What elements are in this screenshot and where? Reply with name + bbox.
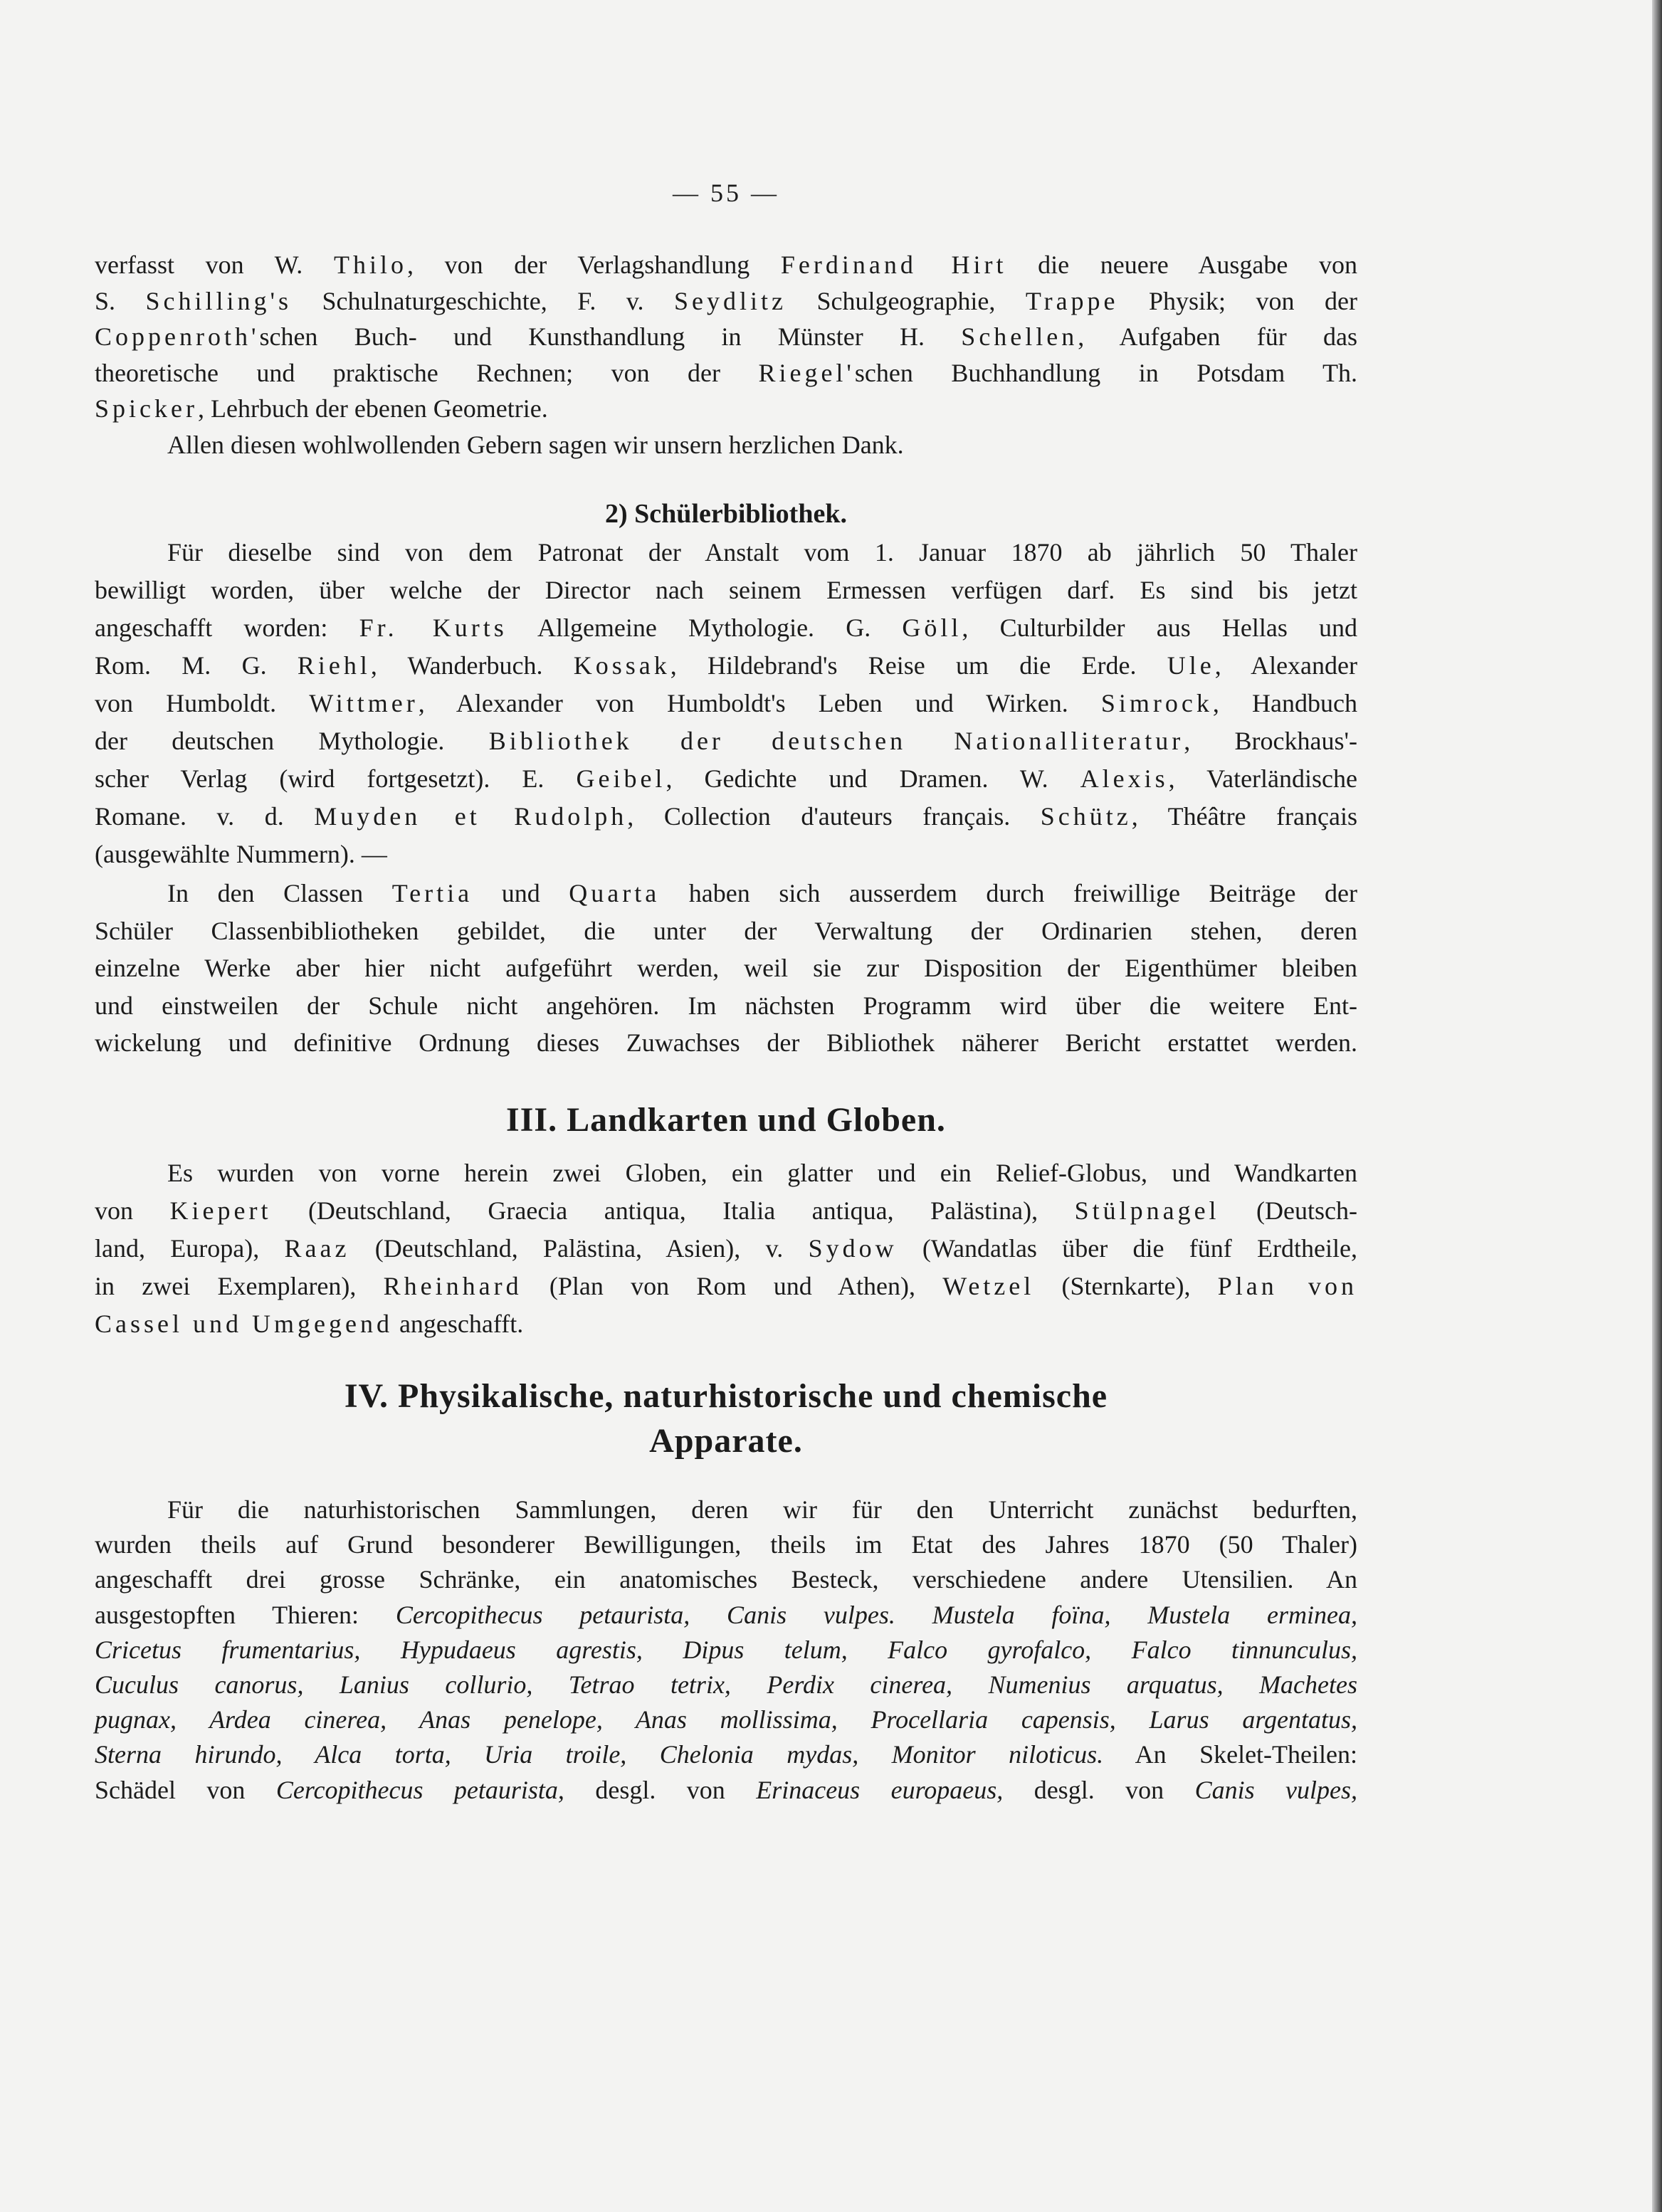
text-line bbox=[95, 949, 1357, 987]
text-segment: einzelne Werke aber hier nicht aufgeführt werden, weil sie zur Disposition der Eigenthümer bleiben bbox=[95, 954, 1357, 982]
text-segment: desgl. von bbox=[564, 1775, 757, 1804]
text-line bbox=[95, 427, 1357, 463]
text-line bbox=[95, 1668, 1357, 1702]
italic-text: Sterna hirundo, Alca torta, Uria troile, Chelonia mydas, Monitor niloticus. bbox=[95, 1740, 1104, 1769]
text-segment: , Alexander bbox=[1214, 651, 1357, 680]
text-segment: der deutschen Mythologie. bbox=[95, 727, 489, 755]
text-line bbox=[95, 355, 1357, 391]
text-segment: Romane. v. d. bbox=[95, 802, 315, 831]
text-segment: in zwei Exemplaren), bbox=[95, 1272, 384, 1300]
text-line bbox=[95, 875, 1357, 912]
spaced-name: Kiepert bbox=[169, 1196, 272, 1225]
text-segment: , Alexander von Humboldt's Leben und Wirken. bbox=[418, 689, 1101, 717]
spaced-name: Quarta bbox=[569, 879, 661, 907]
text-segment: , Wanderbuch. bbox=[370, 651, 574, 680]
text-line bbox=[95, 1192, 1357, 1230]
heading-apparate-line1: IV. Physikalische, naturhistorische und chemische bbox=[344, 1377, 1108, 1415]
text-segment: die neuere Ausgabe von bbox=[1006, 251, 1357, 279]
spaced-name: Spicker bbox=[95, 394, 198, 423]
text-line bbox=[95, 685, 1357, 722]
text-segment: , Vaterländische bbox=[1168, 764, 1357, 793]
text-segment: theoretische und praktische Rechnen; von der bbox=[95, 358, 759, 387]
spaced-name: Ferdinand Hirt bbox=[780, 251, 1007, 279]
text-line bbox=[95, 1154, 1357, 1192]
paragraph-class-libraries bbox=[95, 875, 1357, 1062]
text-line bbox=[95, 1773, 1357, 1808]
spaced-name: Wittmer bbox=[309, 689, 419, 717]
text-segment: , von der Verlagshandlung bbox=[406, 251, 781, 279]
spaced-name: Coppenroth' bbox=[95, 322, 260, 351]
spaced-name: Riegel' bbox=[758, 358, 855, 387]
spaced-name: Ule bbox=[1167, 651, 1215, 680]
text-segment: Allen diesen wohlwollenden Gebern sagen wir unsern herzlichen Dank. bbox=[167, 430, 904, 459]
spaced-name: Seydlitz bbox=[673, 286, 787, 315]
text-segment: (Wandatlas über die fünf Erdtheile, bbox=[897, 1234, 1357, 1263]
text-line bbox=[95, 722, 1357, 760]
spaced-name: Simrock bbox=[1100, 689, 1213, 717]
text-segment: In den Classen bbox=[167, 879, 392, 907]
spaced-name: Geibel bbox=[576, 764, 666, 793]
text-segment: haben sich ausserdem durch freiwillige Beiträge der bbox=[660, 879, 1357, 907]
spaced-name: Schellen bbox=[961, 322, 1078, 351]
text-segment: Physik; von der bbox=[1118, 286, 1357, 315]
text-line bbox=[95, 391, 1357, 427]
spaced-name: Tertia bbox=[391, 879, 473, 907]
text-segment: Schulgeographie, bbox=[786, 286, 1026, 315]
text-segment: Schädel von bbox=[95, 1775, 276, 1804]
text-segment: , Lehrbuch der ebenen Geometrie. bbox=[197, 394, 548, 423]
spaced-name: Riehl bbox=[297, 651, 371, 680]
spaced-name: Göll bbox=[902, 613, 962, 642]
text-segment: Für dieselbe sind von dem Patronat der Anstalt vom 1. Januar 1870 ab jährlich 50 Thaler bbox=[167, 538, 1357, 567]
heading-apparate-line2: Apparate. bbox=[649, 1422, 803, 1460]
text-segment: Allgemeine Mythologie. G. bbox=[507, 613, 903, 642]
text-line bbox=[95, 1598, 1357, 1633]
text-line bbox=[95, 987, 1357, 1025]
spaced-name: Schilling's bbox=[145, 286, 293, 315]
text-line bbox=[95, 760, 1357, 798]
spaced-name: Schütz bbox=[1040, 802, 1132, 831]
spaced-name: Stülpnagel bbox=[1074, 1196, 1220, 1225]
paragraph-donors bbox=[95, 247, 1357, 463]
spaced-name: Wetzel bbox=[942, 1272, 1035, 1300]
text-segment: , Collection d'auteurs français. bbox=[627, 802, 1041, 831]
text-segment: bewilligt worden, über welche der Director nach seinem Ermessen verfügen darf. Es sind bis jetzt bbox=[95, 576, 1357, 604]
text-segment: An Skelet-Theilen: bbox=[1103, 1740, 1357, 1769]
text-segment: (ausgewählte Nummern). — bbox=[95, 840, 387, 868]
text-line bbox=[95, 1633, 1357, 1668]
text-line bbox=[95, 1230, 1357, 1268]
spaced-name: Muyden et Rudolph bbox=[314, 802, 628, 831]
text-line bbox=[95, 572, 1357, 609]
paragraph-apparatus bbox=[95, 1492, 1357, 1808]
text-segment: angeschafft drei grosse Schränke, ein anatomisches Besteck, verschiedene andere Utensilien. An bbox=[95, 1565, 1357, 1594]
paragraph-maps-globes bbox=[95, 1154, 1357, 1343]
paragraph-library-acquisitions bbox=[95, 534, 1357, 873]
spaced-name: Thilo bbox=[333, 251, 407, 279]
text-segment: schen Buch- und Kunsthandlung in Münster H. bbox=[259, 322, 962, 351]
text-line bbox=[95, 247, 1357, 283]
text-segment: von Humboldt. bbox=[95, 689, 310, 717]
text-segment: , Hildebrand's Reise um die Erde. bbox=[670, 651, 1167, 680]
italic-text: Cercopithecus petaurista, bbox=[275, 1775, 564, 1804]
spaced-name: Plan von bbox=[1217, 1272, 1357, 1300]
text-segment: (Plan von Rom und Athen), bbox=[522, 1272, 943, 1300]
text-segment: Schulnaturgeschichte, F. v. bbox=[292, 286, 674, 315]
italic-text: Erinaceus europaeus, bbox=[756, 1775, 1004, 1804]
text-line bbox=[95, 647, 1357, 685]
text-segment: und bbox=[473, 879, 569, 907]
text-segment: (Sternkarte), bbox=[1034, 1272, 1218, 1300]
text-line bbox=[95, 1562, 1357, 1597]
text-line bbox=[95, 283, 1357, 320]
text-segment: , Handbuch bbox=[1212, 689, 1357, 717]
text-line bbox=[95, 798, 1357, 836]
text-segment: schen Buchhandlung in Potsdam Th. bbox=[854, 358, 1357, 387]
italic-text: Canis vulpes, bbox=[1194, 1775, 1358, 1804]
text-segment: (Deutschland, Palästina, Asien), v. bbox=[349, 1234, 809, 1263]
text-line bbox=[95, 1737, 1357, 1772]
text-line bbox=[95, 836, 1357, 873]
text-segment: (Deutsch- bbox=[1219, 1196, 1357, 1225]
text-segment: Es wurden von vorne herein zwei Globen, ein glatter und ein Relief-Globus, und Wandkarten bbox=[167, 1159, 1357, 1187]
text-segment: verfasst von W. bbox=[95, 251, 334, 279]
text-line bbox=[95, 1024, 1357, 1062]
text-line bbox=[95, 1492, 1357, 1527]
heading-schuelerbibliothek: 2) Schülerbibliothek. bbox=[605, 499, 847, 529]
text-line bbox=[95, 1527, 1357, 1562]
spaced-name: Fr. Kurts bbox=[359, 613, 507, 642]
text-segment: Schüler Classenbibliotheken gebildet, die unter der Verwaltung der Ordinarien stehen, deren bbox=[95, 916, 1357, 945]
italic-text: Cercopithecus petaurista, Canis vulpes. Mustela foïna, Mustela erminea, bbox=[395, 1600, 1357, 1629]
text-segment: land, Europa), bbox=[95, 1234, 285, 1263]
spaced-name: Alexis bbox=[1080, 764, 1169, 793]
spaced-name: Kossak bbox=[573, 651, 670, 680]
italic-text: Cricetus frumentarius, Hypudaeus agrestis, Dipus telum, Falco gyrofalco, Falco tinnunculus, bbox=[95, 1635, 1357, 1664]
text-segment: von bbox=[95, 1196, 170, 1225]
text-segment: wickelung und definitive Ordnung dieses Zuwachses der Bibliothek näherer Bericht erstattet werden. bbox=[95, 1028, 1357, 1057]
text-line bbox=[95, 1268, 1357, 1305]
text-segment: (Deutschland, Graecia antiqua, Italia antiqua, Palästina), bbox=[271, 1196, 1075, 1225]
text-segment: , Aufgaben für das bbox=[1078, 322, 1357, 351]
text-line bbox=[95, 534, 1357, 572]
text-segment: , Gedichte und Dramen. W. bbox=[666, 764, 1080, 793]
spaced-name: Bibliothek der deutschen Nationalliteratur bbox=[488, 727, 1184, 755]
page-number: — 55 — bbox=[673, 179, 779, 207]
text-line bbox=[95, 1702, 1357, 1737]
heading-landkarten: III. Landkarten und Globen. bbox=[506, 1101, 946, 1139]
text-segment: S. bbox=[95, 286, 146, 315]
spaced-name: Trappe bbox=[1025, 286, 1119, 315]
text-segment: angeschafft. bbox=[392, 1310, 524, 1338]
page-edge bbox=[1652, 0, 1662, 2212]
text-segment: Rom. M. G. bbox=[95, 651, 298, 680]
text-line bbox=[95, 609, 1357, 647]
italic-text: Cuculus canorus, Lanius collurio, Tetrao tetrix, Perdix cinerea, Numenius arquatus, Machetes bbox=[95, 1670, 1357, 1700]
text-segment: Für die naturhistorischen Sammlungen, deren wir für den Unterricht zunächst bedurften, bbox=[167, 1495, 1357, 1524]
text-segment: , Théâtre français bbox=[1131, 802, 1357, 831]
text-segment: scher Verlag (wird fortgesetzt). E. bbox=[95, 764, 577, 793]
spaced-name: Sydow bbox=[808, 1234, 898, 1263]
text-segment: desgl. von bbox=[1003, 1775, 1195, 1804]
text-line bbox=[95, 912, 1357, 950]
text-segment: wurden theils auf Grund besonderer Bewilligungen, theils im Etat des Jahres 1870 (50 Thaler) bbox=[95, 1530, 1357, 1559]
text-segment: und einstweilen der Schule nicht angehören. Im nächsten Programm wird über die weitere Ent- bbox=[95, 991, 1357, 1020]
spaced-name: Rheinhard bbox=[383, 1272, 522, 1300]
italic-text: pugnax, Ardea cinerea, Anas penelope, Anas mollissima, Procellaria capensis, Larus argentatus, bbox=[95, 1705, 1357, 1734]
text-segment: , Brockhaus'- bbox=[1184, 727, 1357, 755]
text-segment: angeschafft worden: bbox=[95, 613, 359, 642]
text-line bbox=[95, 1305, 1357, 1343]
spaced-name: Cassel und Umgegend bbox=[95, 1310, 393, 1338]
text-line bbox=[95, 319, 1357, 355]
spaced-name: Raaz bbox=[284, 1234, 350, 1263]
text-segment: ausgestopften Thieren: bbox=[95, 1600, 396, 1629]
text-segment: , Culturbilder aus Hellas und bbox=[962, 613, 1358, 642]
